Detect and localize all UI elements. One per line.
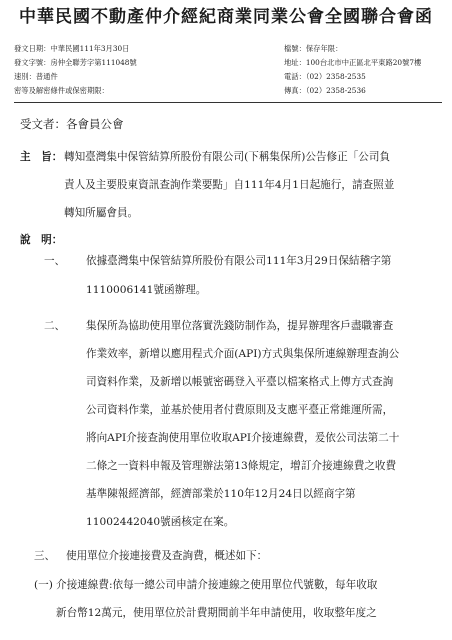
- document-number: 發文字號：房仲全聯芳字第111048號: [14, 58, 137, 67]
- confidentiality: 密等及解密條件或保密期限：: [14, 86, 109, 95]
- item-marker: 二、: [44, 320, 66, 332]
- item-marker: 一、: [44, 255, 66, 267]
- item-line: 公司資料作業，並基於使用者付費原則及支應平臺正常維運所需，: [86, 404, 394, 416]
- file-number: 檔號：保存年限：: [284, 44, 343, 53]
- phone: 電話：（02）2358-2535: [284, 72, 366, 81]
- explanation-label: 說 明：: [20, 234, 63, 246]
- sub-item-line: 新台幣12萬元，使用單位於計費期間前半年申請使用，收取整年度之: [56, 607, 377, 619]
- item-line: 司資料作業，及新增以帳號密碼登入平臺以檔案格式上傳方式查詢: [86, 376, 394, 388]
- issue-date: 發文日期：中華民國111年3月30日: [14, 44, 130, 53]
- item-line: 將向API介接查詢使用單位收取API介接連線費，爰依公司法第二十: [86, 432, 400, 444]
- address: 地址：100台北市中正區北平東路20號7樓: [284, 58, 422, 67]
- item-line: 使用單位介接連接費及查詢費，概述如下：: [66, 550, 268, 562]
- item-line: 1110006141號函辦理。: [86, 284, 207, 296]
- item-line: 依據臺灣集中保管結算所股份有限公司111年3月29日保結稽字第: [86, 255, 392, 267]
- item-line: 集保所為協助使用單位落實洗錢防制作為，提昇辦理客戶盡職審查: [86, 320, 394, 332]
- item-line: 基準陳報經濟部，經濟部業於110年12月24日以經商字第: [86, 488, 356, 500]
- subject-label: 主 旨：: [20, 151, 63, 163]
- urgency: 速別：普通件: [14, 72, 58, 81]
- header-divider: [14, 102, 442, 103]
- subject-line: 轉知臺灣集中保管結算所股份有限公司(下稱集保所)公告修正「公司負: [64, 151, 391, 163]
- subject-line: 責人及主要股東資訊查詢作業要點」自111年4月1日起施行，請查照並: [64, 179, 395, 191]
- item-line: 11002442040號函核定在案。: [86, 516, 235, 528]
- document-title: 中華民國不動產仲介經紀商業同業公會全國聯合會函: [19, 7, 433, 27]
- sub-item-marker: (一): [34, 579, 53, 591]
- sub-item-line: 介接連線費:依每一總公司申請介接連線之使用單位代號數，每年收取: [56, 579, 378, 591]
- item-marker: 三、: [34, 550, 56, 562]
- recipient: 受文者：各會員公會: [20, 117, 124, 131]
- item-line: 二條之一資料申報及管理辦法第13條規定，增訂介接連線費之收費: [86, 460, 397, 472]
- subject-line: 轉知所屬會員。: [64, 207, 139, 219]
- fax: 傳真：（02）2358-2536: [284, 86, 366, 95]
- item-line: 作業效率，新增以應用程式介面(API)方式與集保所連線辦理查詢公: [86, 348, 400, 360]
